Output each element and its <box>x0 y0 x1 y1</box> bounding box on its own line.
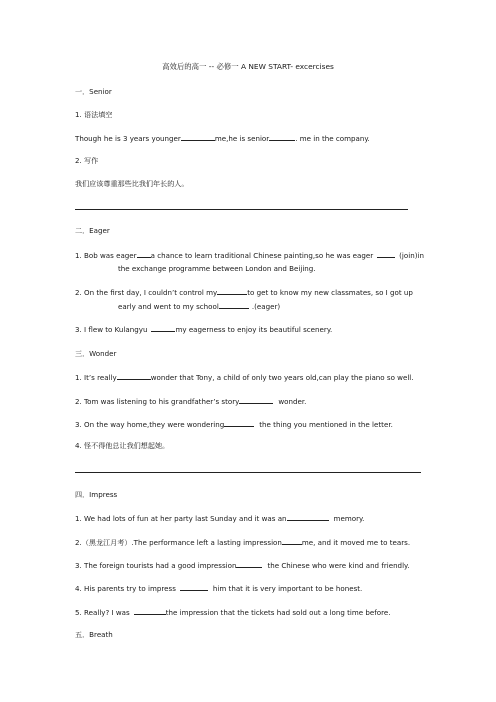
question-eager-2: 2. On the first day, I couldn’t control my to get to know my new classmates, so I got up <box>75 288 413 297</box>
answer-blank[interactable] <box>137 250 151 258</box>
question-text: me,he is senior <box>214 134 270 143</box>
subheading-grammar: 1. 语法填空 <box>75 110 113 119</box>
answer-blank[interactable] <box>239 396 273 404</box>
question-wonder-2: 2. Tom was listening to his grandfather’s story wonder. <box>75 397 307 406</box>
question-eager-1: 1. Bob was eager a chance to learn traditional Chinese painting,so he was eager (join)in <box>75 251 424 260</box>
answer-line[interactable] <box>75 209 408 210</box>
answer-line[interactable] <box>75 472 421 473</box>
answer-blank[interactable] <box>117 372 151 380</box>
answer-blank[interactable] <box>269 133 295 141</box>
section-heading-eager: 二．Eager <box>75 226 110 235</box>
translation-prompt: 我们应该尊重那些比我们年长的人。 <box>75 179 189 188</box>
question-impress-2: 2.（黑龙江月考）.The performance left a lasting impression me, and it moved me to tears. <box>75 538 411 547</box>
answer-blank[interactable] <box>224 419 254 427</box>
answer-blank[interactable] <box>180 583 208 591</box>
question-text: Though he is 3 years younger <box>75 134 181 143</box>
section-heading-senior: 一．Senior <box>75 87 112 96</box>
section-heading-breath: 五．Breath <box>75 630 113 639</box>
answer-blank[interactable] <box>282 537 302 545</box>
answer-blank[interactable] <box>377 250 395 258</box>
question-eager-1-cont: the exchange programme between London and Beijing. <box>118 264 316 273</box>
question-impress-5: 5. Really? I was the impression that the tickets had sold out a long time before. <box>75 608 391 617</box>
question-eager-3: 3. I flew to Kulangyu my eagerness to enjoy its beautiful scenery. <box>75 325 333 334</box>
question-wonder-1: 1. It’s really wonder that Tony, a child of only two years old,can play the piano so well. <box>75 373 414 382</box>
answer-blank[interactable] <box>219 301 249 309</box>
section-heading-wonder: 三．Wonder <box>75 349 117 358</box>
answer-blank[interactable] <box>134 607 166 615</box>
answer-blank[interactable] <box>236 560 262 568</box>
question-senior-1 <box>75 133 370 143</box>
question-impress-1: 1. We had lots of fun at her party last Sunday and it was an memory. <box>75 514 365 523</box>
section-heading-impress: 四．Impress <box>75 490 118 499</box>
answer-blank[interactable] <box>181 133 215 141</box>
question-wonder-3: 3. On the way home,they were wondering the thing you mentioned in the letter. <box>75 420 393 429</box>
answer-blank[interactable] <box>151 324 175 332</box>
question-impress-4: 4. His parents try to impress him that it is very important to be honest. <box>75 584 363 593</box>
question-text: . me in the company. <box>295 134 370 143</box>
document-title: 高效后的高一 -- 必修一 A NEW START- excercises <box>162 62 334 71</box>
answer-blank[interactable] <box>287 513 329 521</box>
translation-prompt: 4. 怪不得他总让我们想起她。 <box>75 441 170 450</box>
question-eager-2-cont: early and went to my school .(eager) <box>118 302 281 311</box>
subheading-writing: 2. 写作 <box>75 156 99 165</box>
answer-blank[interactable] <box>217 287 247 295</box>
question-impress-3: 3. The foreign tourists had a good impression the Chinese who were kind and friendly. <box>75 561 410 570</box>
